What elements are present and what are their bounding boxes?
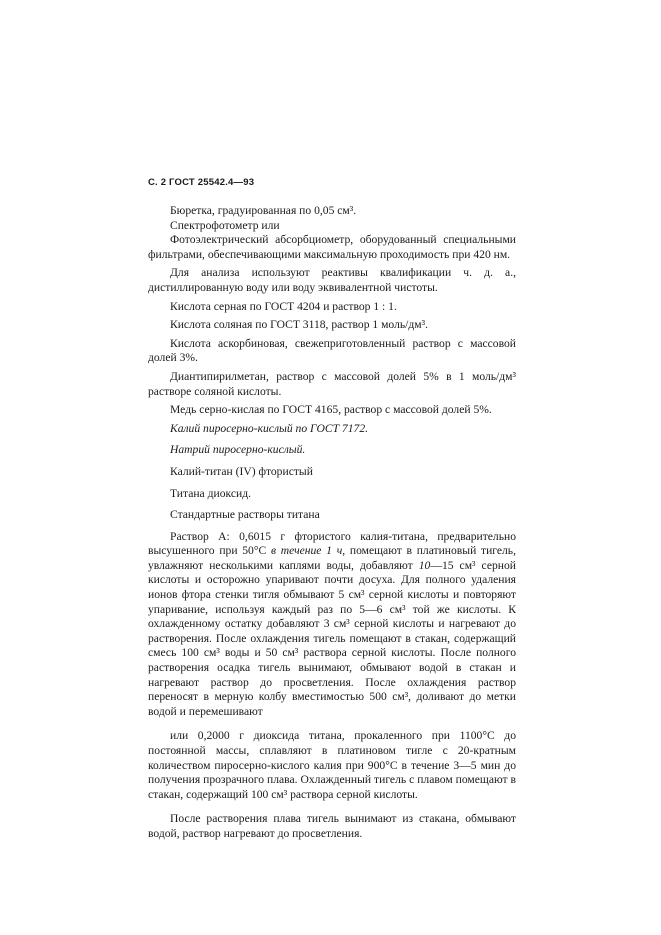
solution-a-volume-start: 10 xyxy=(418,558,431,572)
paragraph-titanium-dioxide-alternative: или 0,2000 г диоксида титана, прокаленного при 1100°С до постоянной массы, сплавляют в платиновом тигле с 20-кратным количеством пиросерно-кислого калия при 900°С в течение 3—5 мин до получения прозрачного плава. Охлажденный тигель с плавом помещают в стакан, содержащий 100 см³ раствора серной кислоты. xyxy=(148,729,516,801)
paragraph-diantipyrylmethane: Диантипирилметан, раствор с массовой долей 5% в 1 моль/дм³ растворе соляной кислоты. xyxy=(148,369,516,398)
solution-a-text-2: , помещают в платиновый тигель, увлажняют несколькими каплями воды, добавляют xyxy=(148,544,516,572)
paragraph-standard-solutions-heading: Стандартные растворы титана xyxy=(170,508,320,522)
paragraph-copper-sulfate: Медь серно-кислая по ГОСТ 4165, раствор с массовой долей 5%. xyxy=(170,403,492,417)
paragraph-solution-a xyxy=(148,530,516,720)
paragraph-sodium-pyrosulfate: Натрий пиросерно-кислый. xyxy=(170,443,306,457)
document-body xyxy=(148,204,516,842)
paragraph-potassium-pyrosulfate: Калий пиросерно-кислый по ГОСТ 7172. xyxy=(170,421,369,435)
solution-a-duration: в течение 1 ч xyxy=(270,544,343,558)
paragraph-spectrophotometer: Спектрофотометр или xyxy=(170,218,280,232)
paragraph-melt-dissolution: После растворения плава тигель вынимают из стакана, обмывают водой, раствор нагревают до просветления. xyxy=(148,812,516,840)
paragraph-burette: Бюретка, градуированная по 0,05 см³. xyxy=(170,204,357,217)
paragraph-titanium-dioxide: Титана диоксид. xyxy=(170,486,251,500)
page-header: С. 2 ГОСТ 25542.4—93 xyxy=(148,177,255,188)
paragraph-hydrochloric-acid: Кислота соляная по ГОСТ 3118, раствор 1 моль/дм³. xyxy=(170,318,428,332)
paragraph-potassium-titanium-fluoride: Калий-титан (IV) фтористый xyxy=(170,464,313,478)
paragraph-photoelectric-absorptiometer: Фотоэлектрический абсорбциометр, оборудованный специальными фильтрами, обеспечивающими максимальную проходимость при 420 нм. xyxy=(148,233,516,261)
solution-a-text-3: —15 см³ серной кислоты и осторожно упаривают почти досуха. Для полного удаления ионов фтора стенки тигля обмывают 5 см³ серной кислоты и повторяют упаривание, используя каждый раз по 5—6 см³ той же кислоты. К охлажденному остатку добавляют 3 см³ серной кислоты и нагревают до растворения. После охлаждения тигель помещают в стакан, содержащий смесь 100 см³ воды и 50 см³ раствора серной кислоты. После полного растворения осадка тигель вынимают, обмывают водой в стакан и нагревают раствор до просветления. После охлаждения раствор переносят в мерную колбу вместимостью 500 см³, доливают до метки водой и перемешивают xyxy=(148,558,516,718)
paragraph-reagents: Для анализа используют реактивы квалификации ч. д. а., дистиллированную воду или воду эквивалентной чистоты. xyxy=(148,266,516,294)
paragraph-sulfuric-acid: Кислота серная по ГОСТ 4204 и раствор 1 : 1. xyxy=(170,299,397,313)
solution-a-text-1: Раствор А: 0,6015 г фтористого калия-титана, предварительно высушенного при 50°С xyxy=(148,529,516,558)
paragraph-ascorbic-acid: Кислота аскорбиновая, свежеприготовленный раствор с массовой долей 3%. xyxy=(148,336,516,365)
